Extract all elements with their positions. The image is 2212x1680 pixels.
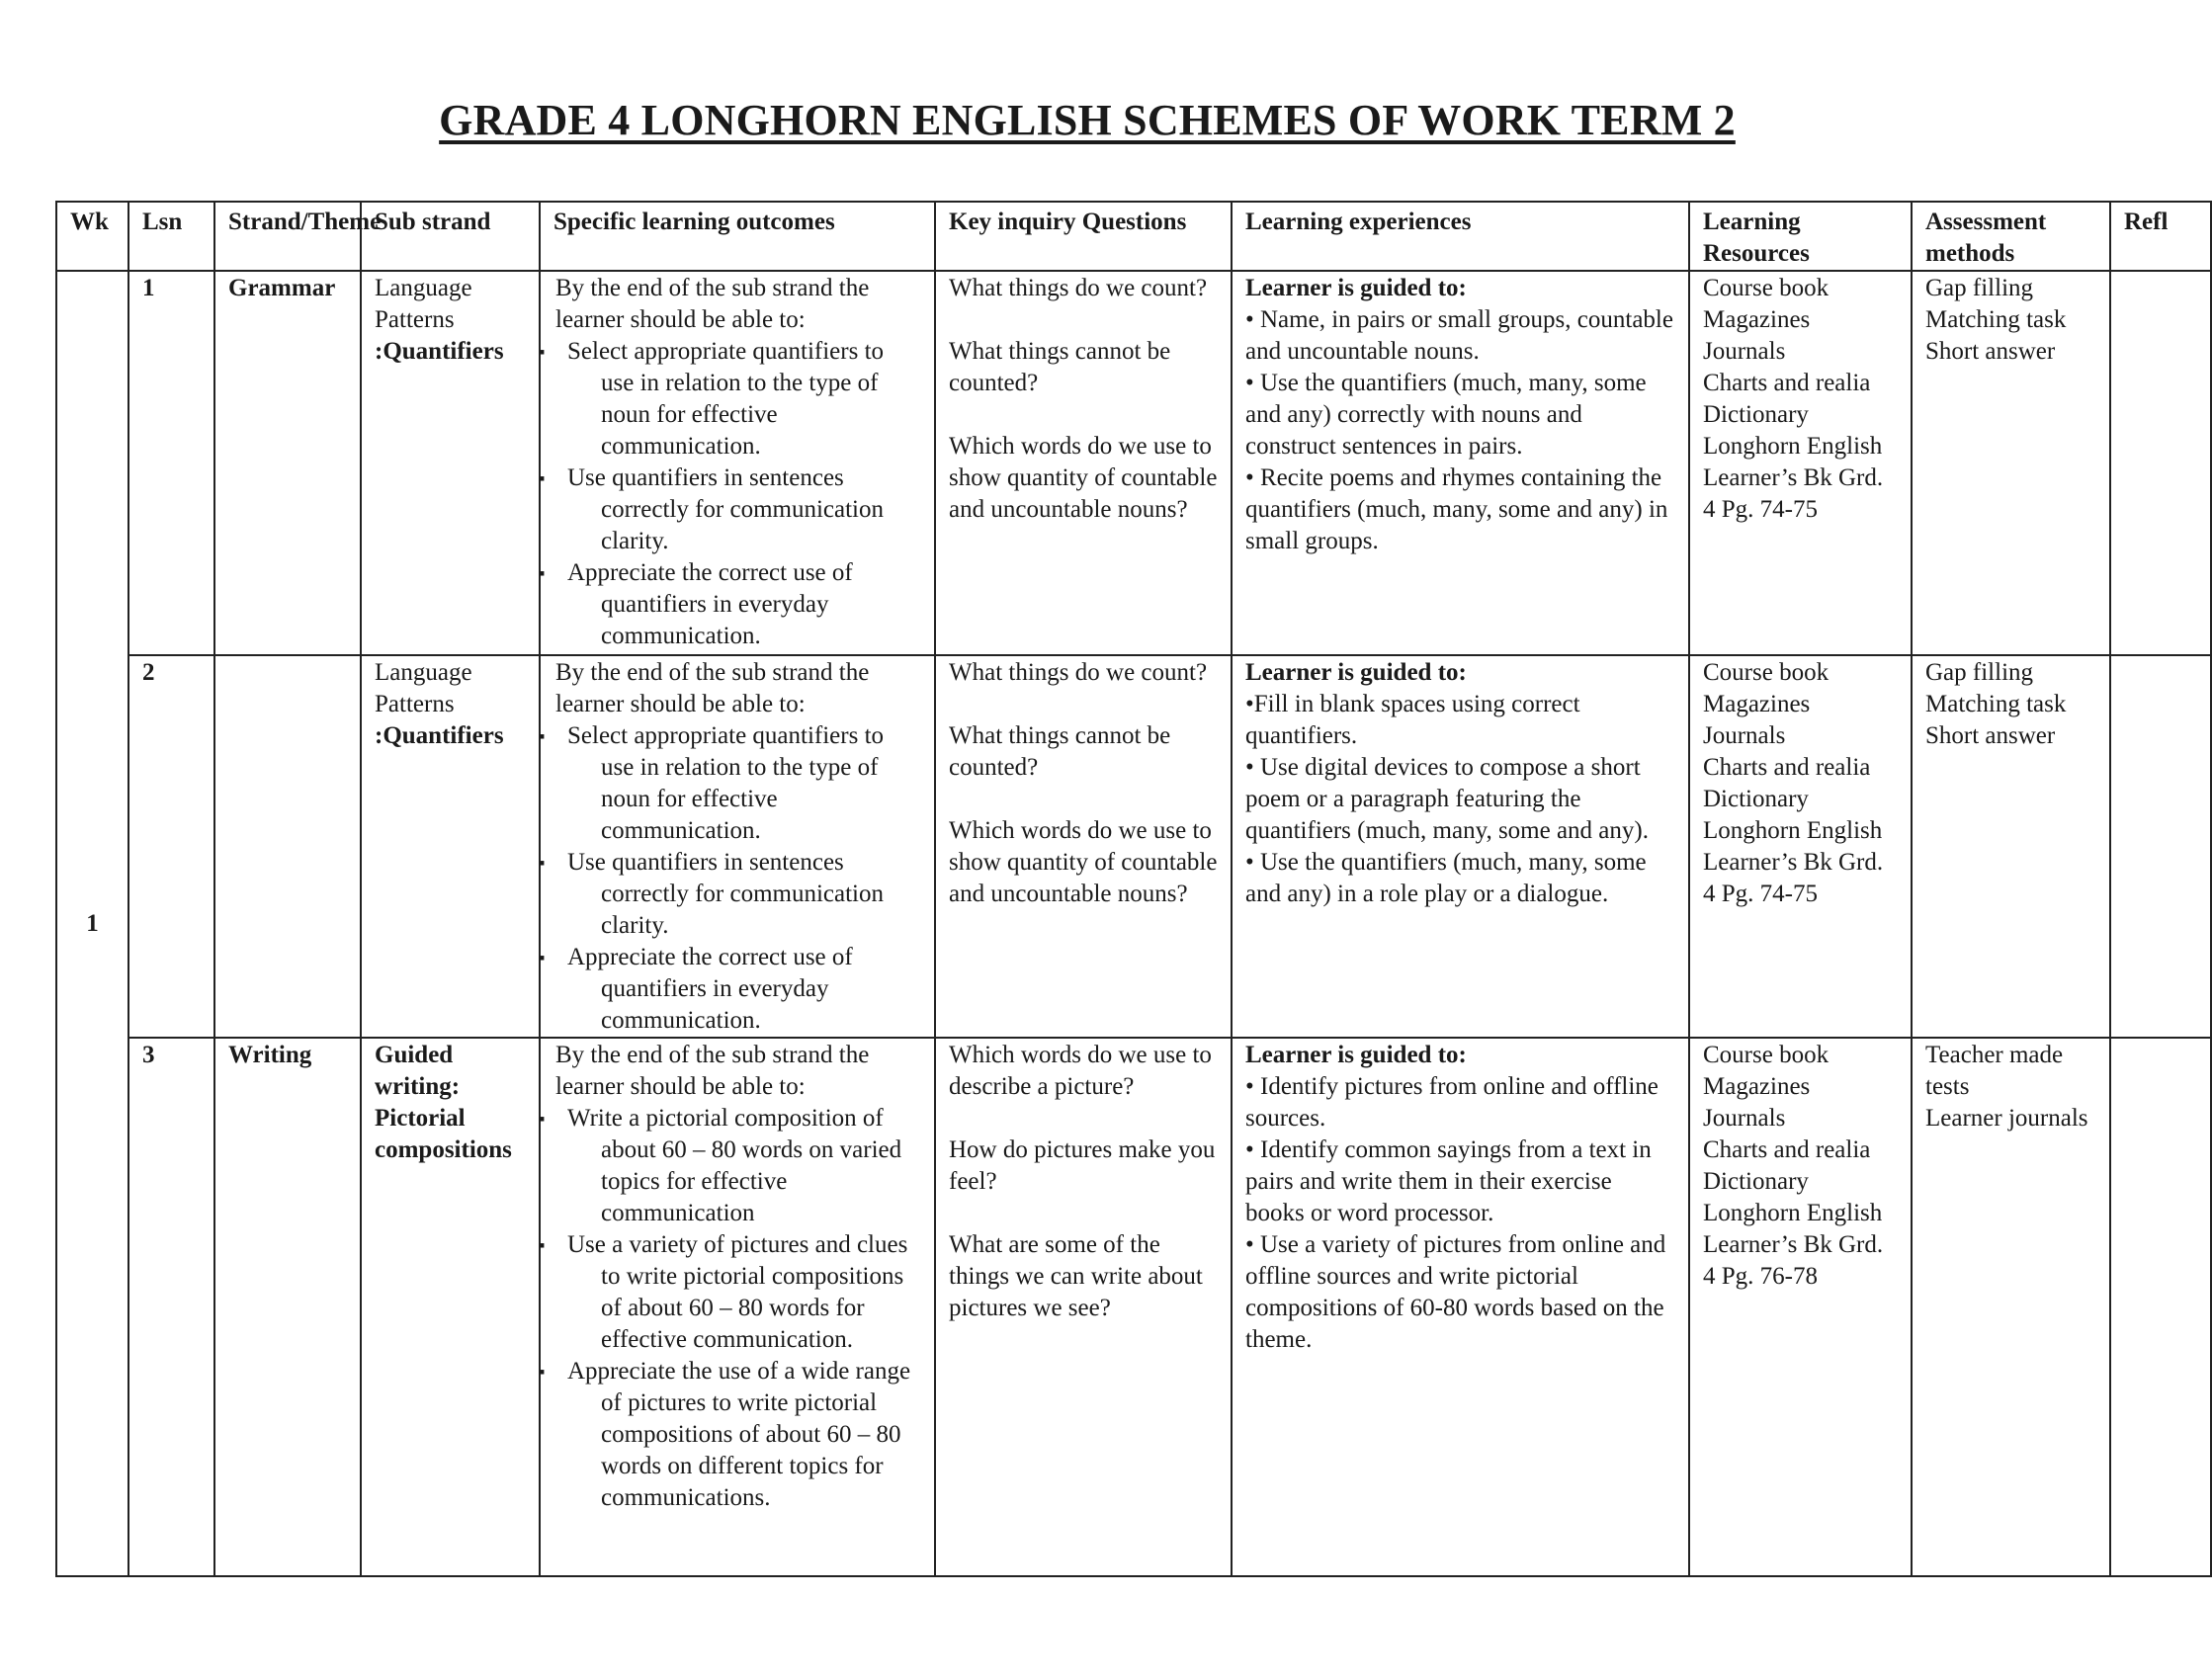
resource-item: Magazines: [1703, 691, 1811, 717]
schemes-of-work-table: [55, 201, 2212, 1577]
resources-cell: [1689, 655, 1912, 1038]
outcome-item: ▪ Select appropriate quantifiers to use in relation to the type of noun for effective communication.: [553, 720, 921, 847]
header-questions: Key inquiry Questions: [935, 202, 1232, 271]
strand-cell: Writing: [214, 1038, 361, 1576]
sub-strand-cell: [361, 271, 540, 655]
inquiry-question: What are some of the things we can write about pictures we see?: [949, 1231, 1203, 1321]
inquiry-question: Which words do we use to show quantity of countable and uncountable nouns?: [949, 817, 1218, 907]
resource-item: Longhorn English Learner’s Bk Grd. 4 Pg. 74-75: [1703, 433, 1884, 523]
outcome-item: ▪ Use quantifiers in sentences correctly for communication clarity.: [553, 847, 921, 942]
week-cell: 1: [56, 271, 128, 1576]
experience-item: • Use digital devices to compose a short poem or a paragraph featuring the quantifiers (much, many, some and any).: [1245, 754, 1649, 844]
header-experiences: Learning experiences: [1232, 202, 1689, 271]
lesson-cell: 3: [128, 1038, 214, 1576]
experience-item: • Name, in pairs or small groups, countable and uncountable nouns.: [1245, 306, 1673, 365]
inquiry-question: How do pictures make you feel?: [949, 1136, 1216, 1195]
resource-item: Journals: [1703, 722, 1786, 749]
assessment-item: Short answer: [1925, 338, 2056, 365]
outcome-item: ▪ Appreciate the use of a wide range of pictures to write pictorial compositions of about 60 – 80 words on different topics for communications.: [553, 1356, 921, 1514]
sub-strand-cell: [361, 1038, 540, 1576]
outcome-item: ▪ Select appropriate quantifiers to use in relation to the type of noun for effective communication.: [553, 336, 921, 462]
experience-item: • Use a variety of pictures from online and offline sources and write pictorial compositions of 60-80 words based on the theme.: [1245, 1231, 1666, 1353]
outcomes-cell: [540, 655, 935, 1038]
assessment-item: Learner journals: [1925, 1105, 2088, 1132]
header-wk: Wk: [56, 202, 128, 271]
experience-item: • Identify common sayings from a text in pairs and write them in their exercise books or word processor.: [1245, 1136, 1652, 1226]
resource-item: Course book: [1703, 275, 1829, 301]
assessment-item: Teacher made tests: [1925, 1042, 2064, 1100]
table-row: [56, 1038, 2211, 1576]
ref-cell: [2110, 1038, 2211, 1576]
outcomes-cell: [540, 271, 935, 655]
experiences-heading: Learner is guided to:: [1245, 1042, 1467, 1068]
outcome-item: ▪ Appreciate the correct use of quantifiers in everyday communication.: [553, 557, 921, 652]
sub-strand-name: Language Patterns: [375, 659, 472, 717]
resource-item: Journals: [1703, 338, 1786, 365]
assessment-cell: [1912, 271, 2110, 655]
resource-item: Magazines: [1703, 1073, 1811, 1100]
outcome-item: ▪ Use quantifiers in sentences correctly for communication clarity.: [553, 462, 921, 557]
header-sub-strand: Sub strand: [361, 202, 540, 271]
strand-cell: [214, 655, 361, 1038]
questions-cell: [935, 655, 1232, 1038]
strand-cell: Grammar: [214, 271, 361, 655]
resources-cell: [1689, 1038, 1912, 1576]
header-assessment: Assessment methods: [1912, 202, 2110, 271]
header-outcomes: Specific learning outcomes: [540, 202, 935, 271]
questions-cell: [935, 1038, 1232, 1576]
assessment-item: Matching task: [1925, 306, 2067, 333]
header-strand: Strand/Theme: [214, 202, 361, 271]
page-title: GRADE 4 LONGHORN ENGLISH SCHEMES OF WORK TERM 2: [439, 96, 1736, 144]
inquiry-question: What things cannot be counted?: [949, 338, 1171, 396]
resource-item: Dictionary: [1703, 1168, 1809, 1195]
table-row: [56, 271, 2211, 655]
inquiry-question: Which words do we use to show quantity of countable and uncountable nouns?: [949, 433, 1218, 523]
ref-cell: [2110, 655, 2211, 1038]
header-ref: Refl: [2110, 202, 2211, 271]
sub-strand-name: Language Patterns: [375, 275, 472, 333]
inquiry-question: What things do we count?: [949, 275, 1208, 301]
assessment-cell: [1912, 1038, 2110, 1576]
experience-item: • Use the quantifiers (much, many, some and any) in a role play or a dialogue.: [1245, 849, 1647, 907]
ref-cell: [2110, 271, 2211, 655]
resource-item: Charts and realia: [1703, 1136, 1871, 1163]
lesson-cell: 1: [128, 271, 214, 655]
assessment-item: Matching task: [1925, 691, 2067, 717]
inquiry-question: Which words do we use to describe a picture?: [949, 1042, 1212, 1100]
resource-item: Course book: [1703, 1042, 1829, 1068]
outcomes-cell: [540, 1038, 935, 1576]
outcomes-intro: By the end of the sub strand the learner should be able to:: [555, 275, 870, 333]
resource-item: Dictionary: [1703, 786, 1809, 812]
resource-item: Charts and realia: [1703, 754, 1871, 781]
resource-item: Longhorn English Learner’s Bk Grd. 4 Pg. 74-75: [1703, 817, 1884, 907]
header-row: [56, 202, 2211, 271]
resource-item: Charts and realia: [1703, 370, 1871, 396]
assessment-cell: [1912, 655, 2110, 1038]
lesson-cell: 2: [128, 655, 214, 1038]
resource-item: Course book: [1703, 659, 1829, 686]
inquiry-question: What things do we count?: [949, 659, 1208, 686]
resources-cell: [1689, 271, 1912, 655]
header-lsn: Lsn: [128, 202, 214, 271]
experiences-heading: Learner is guided to:: [1245, 659, 1467, 686]
resource-item: Magazines: [1703, 306, 1811, 333]
outcome-item: ▪ Use a variety of pictures and clues to write pictorial compositions of about 60 – 80 words for effective communication.: [553, 1229, 921, 1356]
assessment-item: Short answer: [1925, 722, 2056, 749]
experiences-cell: [1232, 271, 1689, 655]
outcome-item: ▪ Write a pictorial composition of about 60 – 80 words on varied topics for effective communication: [553, 1103, 921, 1229]
questions-cell: [935, 271, 1232, 655]
outcome-item: ▪ Appreciate the correct use of quantifiers in everyday communication.: [553, 942, 921, 1037]
experience-item: • Use the quantifiers (much, many, some and any) correctly with nouns and construct sentences in pairs.: [1245, 370, 1647, 460]
sub-strand-name: Guided writing:: [375, 1042, 461, 1100]
sub-strand-topic: :Quantifiers: [375, 722, 504, 749]
outcomes-intro: By the end of the sub strand the learner should be able to:: [555, 1042, 870, 1100]
assessment-item: Gap filling: [1925, 659, 2034, 686]
resource-item: Journals: [1703, 1105, 1786, 1132]
experiences-heading: Learner is guided to:: [1245, 275, 1467, 301]
sub-strand-topic: Pictorial compositions: [375, 1105, 512, 1163]
sub-strand-topic: :Quantifiers: [375, 338, 504, 365]
resource-item: Longhorn English Learner’s Bk Grd. 4 Pg. 76-78: [1703, 1200, 1884, 1290]
table-row: [56, 655, 2211, 1038]
outcomes-intro: By the end of the sub strand the learner should be able to:: [555, 659, 870, 717]
experiences-cell: [1232, 1038, 1689, 1576]
experience-item: •Fill in blank spaces using correct quantifiers.: [1245, 691, 1580, 749]
experiences-cell: [1232, 655, 1689, 1038]
header-resources: Learning Resources: [1689, 202, 1912, 271]
sub-strand-cell: [361, 655, 540, 1038]
inquiry-question: What things cannot be counted?: [949, 722, 1171, 781]
resource-item: Dictionary: [1703, 401, 1809, 428]
assessment-item: Gap filling: [1925, 275, 2034, 301]
experience-item: • Recite poems and rhymes containing the quantifiers (much, many, some and any) in small groups.: [1245, 464, 1668, 554]
experience-item: • Identify pictures from online and offline sources.: [1245, 1073, 1659, 1132]
